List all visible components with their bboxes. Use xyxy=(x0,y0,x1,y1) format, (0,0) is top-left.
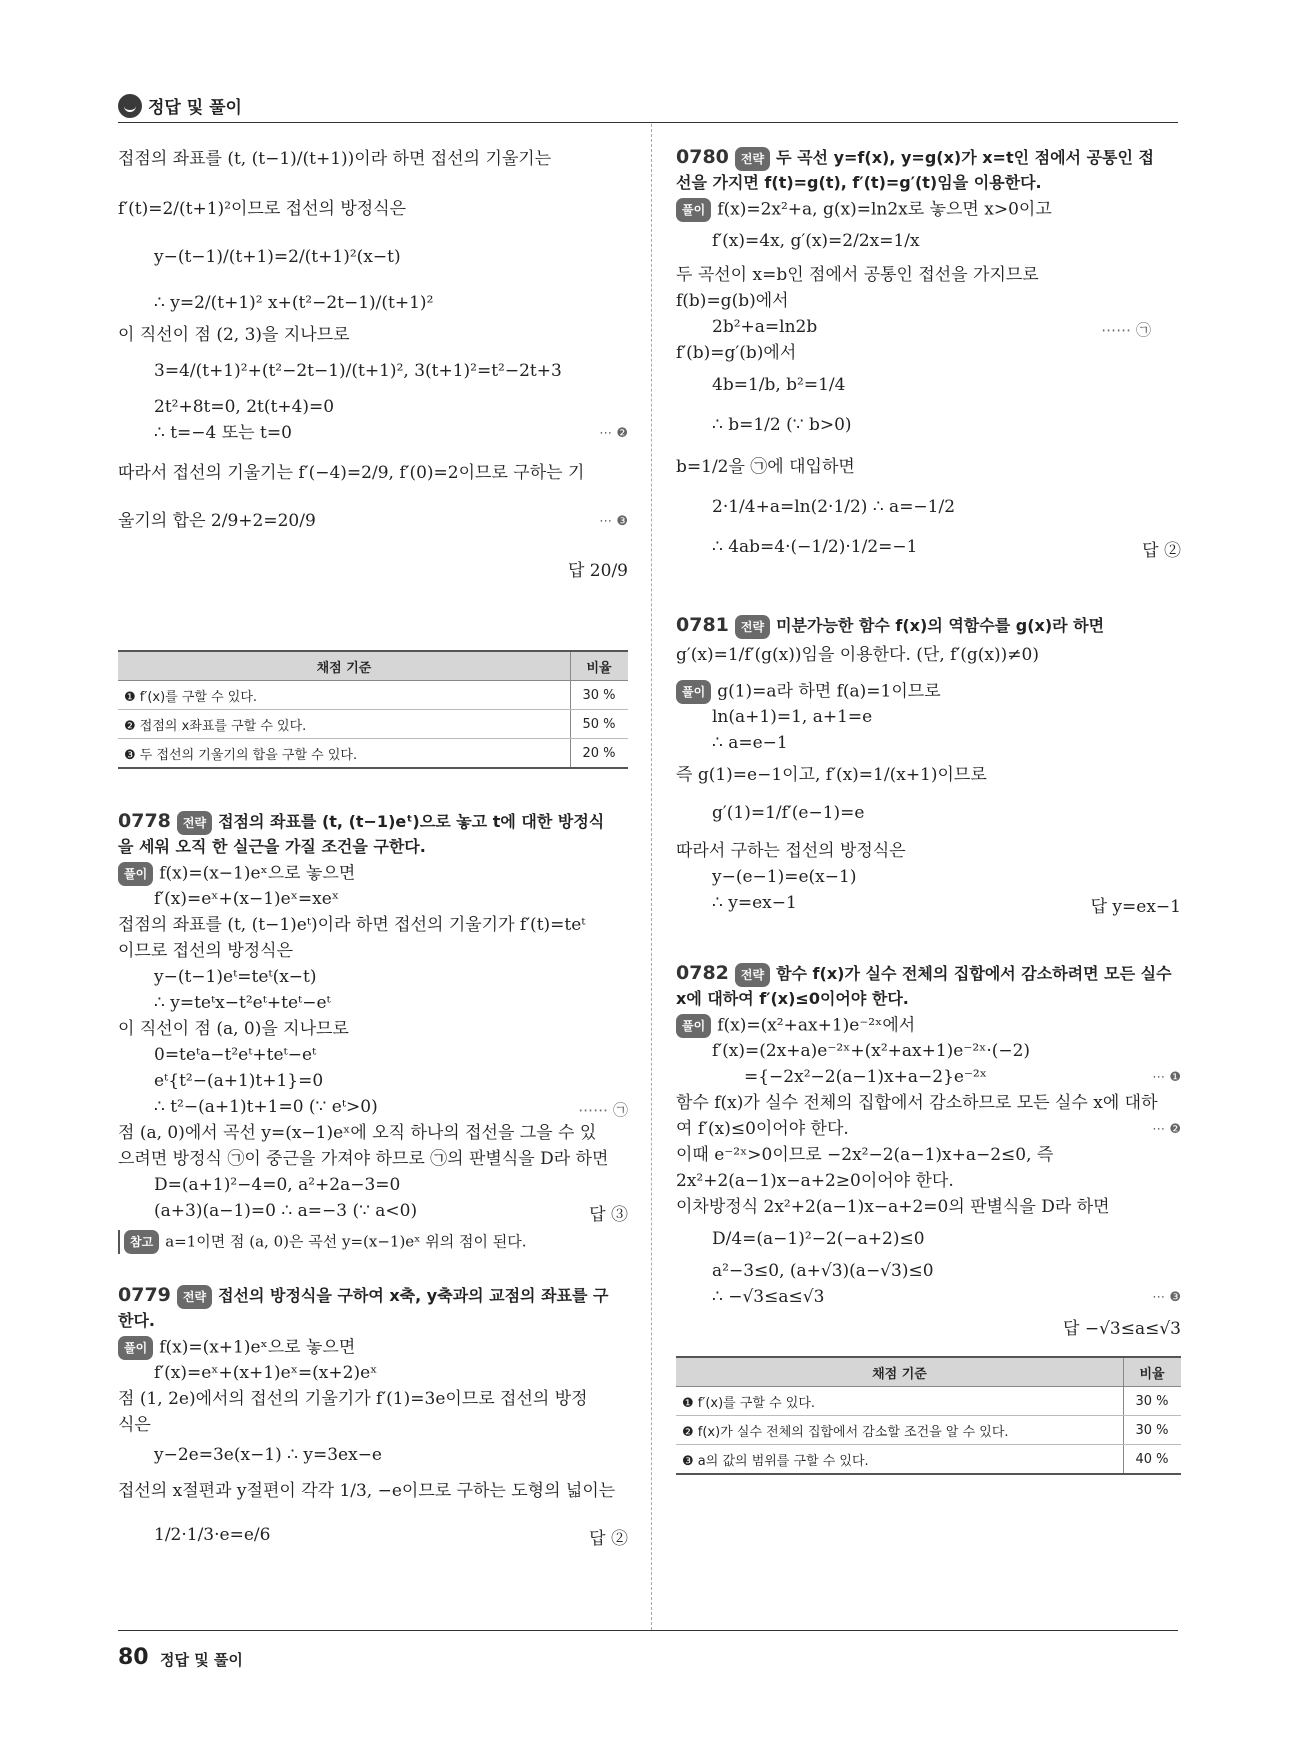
equation-line: ={−2x²−2(a−1)x+a−2}e⁻²ˣ xyxy=(744,1067,987,1087)
equation-line: a²−3≤0, (a+√3)(a−√3)≤0 xyxy=(712,1261,934,1281)
text-line: 접점의 좌표를 (t, (t−1)eᵗ)이라 하면 접선의 기울기가 f′(t)=teᵗ xyxy=(118,915,586,935)
text-line: 이때 e⁻²ˣ>0이므로 −2x²−2(a−1)x+a−2≤0, 즉 xyxy=(676,1145,1054,1165)
equation-line: f′(x)=(2x+a)e⁻²ˣ+(x²+ax+1)e⁻²ˣ·(−2) xyxy=(712,1041,1031,1061)
equation-line: ∴ t=−4 또는 t=0 xyxy=(154,423,292,443)
table-header: 채점 기준 xyxy=(676,1357,1124,1387)
step-ref: ⋯ ❶ xyxy=(1152,1070,1181,1085)
equation-line: 3=4/(t+1)²+(t²−2t−1)/(t+1)², 3(t+1)²=t²−2t+3 xyxy=(154,361,562,381)
strategy-text: 을 세워 오직 한 실근을 가질 조건을 구한다. xyxy=(118,837,426,856)
answer: 답 ② xyxy=(1142,541,1181,561)
equation-line: ∴ y=teᵗx−t²eᵗ+teᵗ−eᵗ xyxy=(154,993,331,1013)
answer: 답 y=ex−1 xyxy=(1090,897,1181,917)
text-line: 따라서 접선의 기울기는 f′(−4)=2/9, f′(0)=2이므로 구하는 기 xyxy=(118,463,585,483)
text-line: 식은 xyxy=(118,1415,151,1435)
strategy-text: x에 대하여 f′(x)≤0이어야 한다. xyxy=(676,989,909,1008)
text-line: 여 f′(x)≤0이어야 한다. xyxy=(676,1119,849,1139)
note-tag: 참고 xyxy=(124,1230,159,1254)
text-line: 으려면 방정식 ㉠이 중근을 가져야 하므로 ㉠의 판별식을 D라 하면 xyxy=(118,1149,609,1169)
table-cell: 20 % xyxy=(571,739,629,769)
text-line: f(b)=g(b)에서 xyxy=(676,291,789,311)
equation-line: g′(1)=1/f′(e−1)=e xyxy=(712,803,865,823)
text-line: 이차방정식 2x²+2(a−1)x−a+2=0의 판별식을 D라 하면 xyxy=(676,1197,1110,1217)
equation-line: 2b²+a=ln2b xyxy=(712,317,818,337)
equation-line: y−(t−1)/(t+1)=2/(t+1)²(x−t) xyxy=(154,247,401,267)
table-header: 비율 xyxy=(1124,1357,1182,1387)
table-row xyxy=(118,739,628,769)
problem-number: 0779 xyxy=(118,1284,171,1306)
answer: 답 ② xyxy=(589,1529,628,1549)
equation-line: (a+3)(a−1)=0 ∴ a=−3 (∵ a<0) xyxy=(154,1201,418,1221)
problem-0779-heading xyxy=(118,1284,608,1309)
equation-line: f′(x)=4x, g′(x)=2/2x=1/x xyxy=(712,231,920,251)
text-line: 접선의 x절편과 y절편이 각각 1/3, −e이므로 구하는 도형의 넓이는 xyxy=(118,1481,616,1501)
solution-text: f(x)=(x²+ax+1)e⁻²ˣ에서 xyxy=(717,1015,916,1036)
equation-line: D/4=(a−1)²−2(−a+2)≤0 xyxy=(712,1229,925,1249)
text-line: 따라서 구하는 접선의 방정식은 xyxy=(676,841,906,861)
text-line: 함수 f(x)가 실수 전체의 집합에서 감소하므로 모든 실수 x에 대하 xyxy=(676,1093,1158,1113)
strategy-text: 접점의 좌표를 (t, (t−1)eᵗ)으로 놓고 t에 대한 방정식 xyxy=(218,812,605,831)
table-cell: 30 % xyxy=(1124,1416,1182,1445)
step-ref: ⋯ ❸ xyxy=(1152,1290,1181,1305)
answer: 답 −√3≤a≤√3 xyxy=(1063,1319,1181,1339)
table-cell: ❸ 두 접선의 기울기의 합을 구할 수 있다. xyxy=(118,739,571,769)
smiley-logo-icon xyxy=(118,94,142,118)
table-cell: 30 % xyxy=(1124,1387,1182,1416)
equation-line: ∴ y=ex−1 xyxy=(712,893,797,913)
strategy-text: 두 곡선 y=f(x), y=g(x)가 x=t인 점에서 공통인 접 xyxy=(776,148,1154,167)
solution-tag: 풀이 xyxy=(676,198,711,222)
table-cell: ❸ a의 값의 범위를 구할 수 있다. xyxy=(676,1445,1124,1475)
strategy-tag: 전략 xyxy=(177,811,212,835)
text-line: 이 직선이 점 (2, 3)을 지나므로 xyxy=(118,325,350,345)
solution-line xyxy=(676,198,1052,222)
page-footer xyxy=(118,1630,1178,1671)
strategy-tag: 전략 xyxy=(735,615,770,639)
header-title: 정답 및 풀이 xyxy=(148,98,242,118)
strategy-text: g′(x)=1/f′(g(x))임을 이용한다. (단, f′(g(x))≠0) xyxy=(676,645,1039,665)
text-line: 점 (1, 2e)에서의 접선의 기울기가 f′(1)=3e이므로 접선의 방정 xyxy=(118,1389,588,1409)
table-row xyxy=(676,1445,1181,1475)
equation-ref: ⋯⋯ ㉠ xyxy=(578,1101,628,1119)
solution-line xyxy=(676,1014,915,1038)
equation-line: ∴ −√3≤a≤√3 xyxy=(712,1287,825,1307)
equation-line: y−(e−1)=e(x−1) xyxy=(712,867,857,887)
column-divider xyxy=(651,124,652,1630)
solution-text: f(x)=(x+1)eˣ으로 놓으면 xyxy=(159,1337,356,1358)
strategy-text: 한다. xyxy=(118,1311,155,1330)
answer: 답 ③ xyxy=(589,1205,628,1225)
strategy-tag: 전략 xyxy=(735,147,770,171)
strategy-text: 미분가능한 함수 f(x)의 역함수를 g(x)라 하면 xyxy=(776,616,1105,635)
text-line: 울기의 합은 2/9+2=20/9 xyxy=(118,511,316,531)
solution-tag: 풀이 xyxy=(118,862,153,886)
page-number: 80 xyxy=(118,1645,149,1670)
scoring-table xyxy=(118,650,628,769)
table-row xyxy=(118,681,628,710)
table-header: 비율 xyxy=(571,651,629,681)
table-cell: ❷ f(x)가 실수 전체의 집합에서 감소할 조건을 알 수 있다. xyxy=(676,1416,1124,1445)
step-ref: ⋯ ❷ xyxy=(599,426,628,441)
equation-line: 2·1/4+a=ln(2·1/2) ∴ a=−1/2 xyxy=(712,497,956,517)
table-row xyxy=(676,1387,1181,1416)
problem-0781-heading xyxy=(676,614,1104,639)
text-line: 2x²+2(a−1)x−a+2≥0이어야 한다. xyxy=(676,1171,954,1191)
equation-line: y−2e=3e(x−1) ∴ y=3ex−e xyxy=(154,1445,382,1465)
table-cell: 40 % xyxy=(1124,1445,1182,1475)
text-line: f′(t)=2/(t+1)²이므로 접선의 방정식은 xyxy=(118,199,407,219)
text-line: 점 (a, 0)에서 곡선 y=(x−1)eˣ에 오직 하나의 접선을 그을 수 있 xyxy=(118,1123,597,1143)
answer: 답 20/9 xyxy=(567,561,628,581)
table-row xyxy=(676,1416,1181,1445)
equation-line: ∴ 4ab=4·(−1/2)·1/2=−1 xyxy=(712,537,918,557)
strategy-text: 함수 f(x)가 실수 전체의 집합에서 감소하려면 모든 실수 xyxy=(776,964,1172,983)
note-text: a=1이면 점 (a, 0)은 곡선 y=(x−1)eˣ 위의 점이 된다. xyxy=(165,1232,527,1251)
text-line: 이 직선이 점 (a, 0)을 지나므로 xyxy=(118,1019,349,1039)
table-cell: 50 % xyxy=(571,710,629,739)
note-line xyxy=(118,1230,527,1254)
equation-line: ∴ b=1/2 (∵ b>0) xyxy=(712,415,852,435)
problem-0778-heading xyxy=(118,810,604,835)
equation-line: f′(x)=eˣ+(x−1)eˣ=xeˣ xyxy=(154,889,340,909)
solution-tag: 풀이 xyxy=(676,680,711,704)
table-cell: 30 % xyxy=(571,681,629,710)
step-ref: ⋯ ❸ xyxy=(599,514,628,529)
solution-text: g(1)=a라 하면 f(a)=1이므로 xyxy=(717,681,941,702)
table-header: 채점 기준 xyxy=(118,651,571,681)
solution-line xyxy=(676,680,941,704)
problem-0782-heading xyxy=(676,962,1172,987)
page-header xyxy=(118,88,1178,123)
solution-line xyxy=(118,1336,355,1360)
footer-title: 정답 및 풀이 xyxy=(160,1651,243,1669)
table-cell: ❶ f′(x)를 구할 수 있다. xyxy=(118,681,571,710)
text-line: 접점의 좌표를 (t, (t−1)/(t+1))이라 하면 접선의 기울기는 xyxy=(118,149,552,169)
solution-text: f(x)=2x²+a, g(x)=ln2x로 놓으면 x>0이고 xyxy=(717,199,1052,220)
equation-line: ∴ y=2/(t+1)² x+(t²−2t−1)/(t+1)² xyxy=(154,293,434,313)
equation-line: 0=teᵗa−t²eᵗ+teᵗ−eᵗ xyxy=(154,1045,317,1065)
problem-0780-heading xyxy=(676,146,1154,171)
equation-line: ∴ t²−(a+1)t+1=0 (∵ eᵗ>0) xyxy=(154,1097,378,1117)
step-ref: ⋯ ❷ xyxy=(1152,1122,1181,1137)
equation-line: f′(x)=eˣ+(x+1)eˣ=(x+2)eˣ xyxy=(154,1363,378,1383)
text-line: 두 곡선이 x=b인 점에서 공통인 접선을 가지므로 xyxy=(676,265,1039,285)
table-cell: ❷ 접점의 x좌표를 구할 수 있다. xyxy=(118,710,571,739)
equation-line: 1/2·1/3·e=e/6 xyxy=(154,1525,271,1545)
text-line: b=1/2을 ㉠에 대입하면 xyxy=(676,457,855,477)
equation-line: D=(a+1)²−4=0, a²+2a−3=0 xyxy=(154,1175,401,1195)
solution-line xyxy=(118,862,355,886)
text-line: 이므로 접선의 방정식은 xyxy=(118,941,294,961)
solution-tag: 풀이 xyxy=(118,1336,153,1360)
equation-line: ln(a+1)=1, a+1=e xyxy=(712,707,873,727)
equation-line: y−(t−1)eᵗ=teᵗ(x−t) xyxy=(154,967,317,987)
strategy-tag: 전략 xyxy=(177,1285,212,1309)
scoring-table xyxy=(676,1356,1181,1475)
strategy-text: 선을 가지면 f(t)=g(t), f′(t)=g′(t)임을 이용한다. xyxy=(676,173,1042,192)
strategy-text: 접선의 방정식을 구하여 x축, y축과의 교점의 좌표를 구 xyxy=(218,1286,609,1305)
text-line: 즉 g(1)=e−1이고, f′(x)=1/(x+1)이므로 xyxy=(676,765,987,785)
table-row xyxy=(118,710,628,739)
solution-tag: 풀이 xyxy=(676,1014,711,1038)
problem-number: 0778 xyxy=(118,810,171,832)
problem-number: 0782 xyxy=(676,962,729,984)
text-line: f′(b)=g′(b)에서 xyxy=(676,343,797,363)
equation-line: 4b=1/b, b²=1/4 xyxy=(712,375,846,395)
table-cell: ❶ f′(x)를 구할 수 있다. xyxy=(676,1387,1124,1416)
equation-line: 2t²+8t=0, 2t(t+4)=0 xyxy=(154,397,335,417)
solution-text: f(x)=(x−1)eˣ으로 놓으면 xyxy=(159,863,356,884)
problem-number: 0780 xyxy=(676,146,729,168)
strategy-tag: 전략 xyxy=(735,963,770,987)
equation-line: ∴ a=e−1 xyxy=(712,733,788,753)
equation-ref: ⋯⋯ ㉠ xyxy=(1101,321,1151,339)
problem-number: 0781 xyxy=(676,614,729,636)
equation-line: eᵗ{t²−(a+1)t+1}=0 xyxy=(154,1071,324,1091)
